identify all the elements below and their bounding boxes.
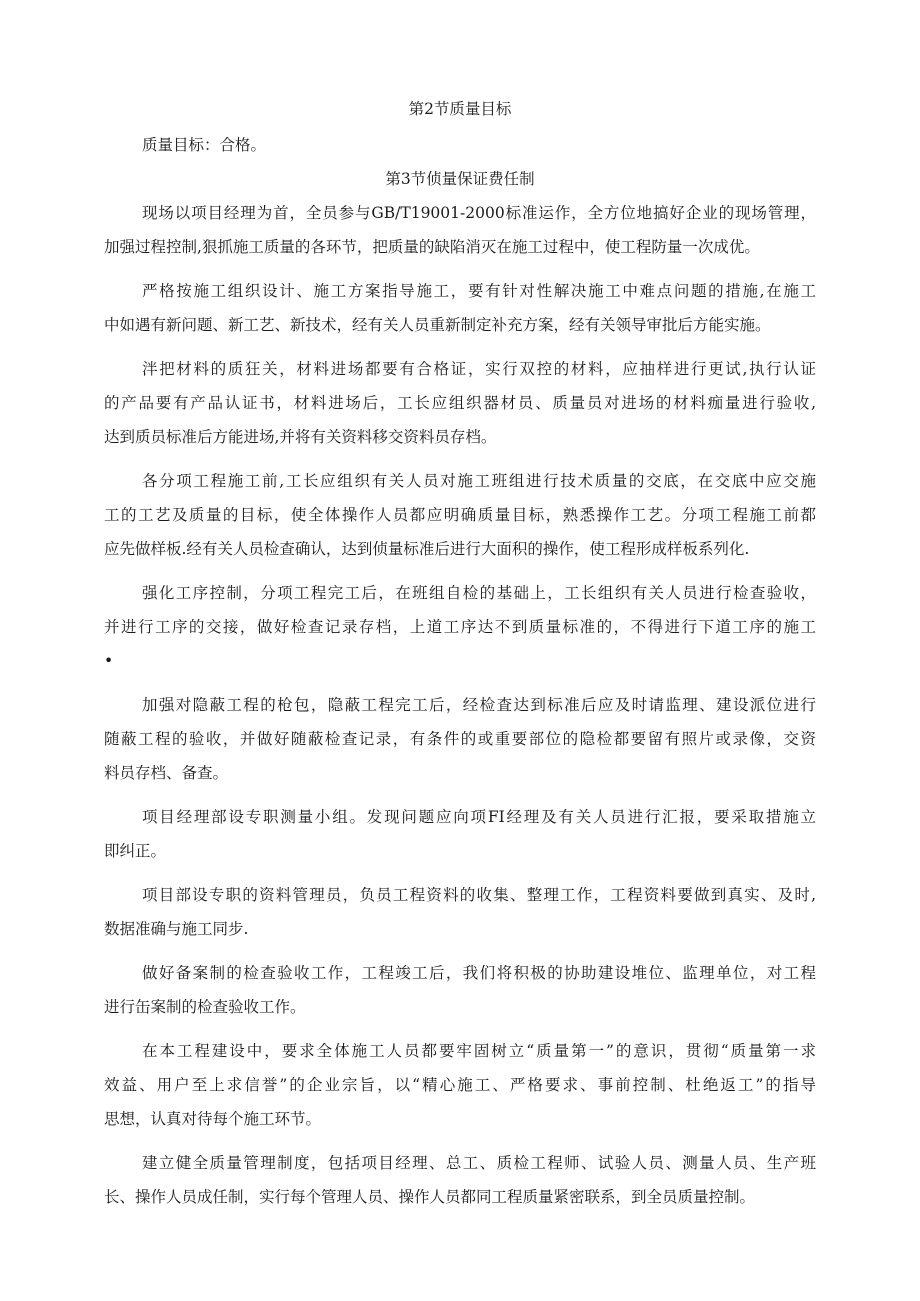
paragraph bbox=[104, 1034, 816, 1136]
paragraph-line: 项目经理部设专职测量小组。发现问题应向项FI经理及有关人员进行汇报，要采取措施立 bbox=[142, 808, 816, 826]
paragraph-line: 即纠正。 bbox=[104, 842, 167, 860]
paragraph bbox=[104, 576, 816, 678]
paragraph-line: 思想，认真对待每个施工环节。 bbox=[104, 1110, 322, 1128]
paragraph bbox=[104, 688, 816, 790]
section-2-title: 第2节质量目标 bbox=[408, 100, 512, 118]
paragraph-line: 强化工序控制，分项工程完工后，在班组自检的基础上，工长组织有关人员进行检查验收， bbox=[142, 584, 816, 602]
section-3-title: 第3节侦量保证费任制 bbox=[385, 170, 535, 188]
quality-goal-line: 质量目标：合格。 bbox=[142, 136, 267, 154]
paragraph-line: 达到质员标准后方能进场,并将有关资料移交资料员存档。 bbox=[104, 428, 497, 446]
paragraph bbox=[104, 1146, 816, 1214]
document-body bbox=[104, 92, 816, 1224]
paragraph bbox=[104, 800, 816, 868]
paragraph-line: 在本工程建设中，要求全体施工人员都要牢固树立“质量第一”的意识，贯彻“质量第一求 bbox=[142, 1042, 816, 1060]
paragraph-line: 做好备案制的检查验收工作，工程竣工后，我们将积极的协助建设堆位、监理单位，对工程 bbox=[142, 964, 816, 982]
paragraph-line: 各分项工程施工前,工长应组织有关人员对施工班组进行技术质量的交底，在交底中应交施 bbox=[142, 472, 816, 490]
paragraph-line: 长、操作人员成任制，实行每个管理人员、操作人员都同工程质量紧密联系，到全员质量控制。 bbox=[104, 1188, 756, 1206]
paragraph-line: 并进行工序的交接，做好检查记录存档，上道工序达不到质量标准的，不得进行下道工序的施工 bbox=[104, 618, 816, 636]
paragraph-line: 效益、用户至上求信誉”的企业宗旨，以“精心施工、严格要求、事前控制、杜绝返工”的指导 bbox=[104, 1076, 816, 1094]
paragraph-line: 建立健全质量管理制度，包括项目经理、总工、质检工程师、试验人员、测量人员、生产班 bbox=[142, 1154, 816, 1172]
paragraph-line: 随蔽工程的验收，并做好随蔽检查记录，有条件的或重要部位的隐检都要留有照片或录像，交资 bbox=[104, 730, 816, 748]
paragraph bbox=[104, 878, 816, 946]
paragraph-line: 料员存档、备查。 bbox=[104, 764, 229, 782]
paragraph-line: 进行缶案制的检查验收工作。 bbox=[104, 998, 306, 1016]
paragraph-line: 项目部设专职的资料管理员，负员工程资料的收集、整理工作，工程资料要做到真实、及时, bbox=[142, 886, 816, 904]
paragraph-line: 工的工艺及质量的目标，使全体操作人员都应明确质量目标，熟悉操作工艺。分项工程施工前都 bbox=[104, 506, 816, 524]
paragraph-line: 加强对隐蔽工程的枪包，隐蔽工程完工后，经检査达到标准后应及时请监理、建设派位进行 bbox=[142, 696, 816, 714]
paragraph bbox=[104, 464, 816, 566]
paragraph-line: 泮把材料的质狂关，材料进场都要有合格证，实行双控的材料，应抽样进行更试,执行认证 bbox=[142, 360, 816, 378]
paragraph bbox=[104, 956, 816, 1024]
paragraph-line: 加强过程控制,狠抓施工质量的各环节，把质量的缺陷消灭在施工过程中，使工程防量一次成优。 bbox=[104, 238, 760, 256]
paragraph-line: 应先做样板.经有关人员检查确认，达到侦量标准后进行大面积的操作，使工程形成样板系列化. bbox=[104, 540, 750, 558]
paragraph-list bbox=[104, 196, 816, 1214]
paragraph bbox=[104, 352, 816, 454]
paragraph-line: 现场以项目经理为首，全员参与GB/T19001-2000标准运作，全方位地搞好企业的现场管理， bbox=[142, 204, 816, 222]
paragraph-line: 的产品要有产品认证书，材料进场后，工长应组织器材员、质量员对进场的材料痂量进行验收, bbox=[104, 394, 816, 412]
paragraph-line: 数据准确与施工同步. bbox=[104, 920, 249, 938]
paragraph-line: 严格按施工组织设计、施工方案指导施工，要有针对性解决施工中难点问题的措施,在施工 bbox=[142, 282, 816, 300]
paragraph-line: • bbox=[104, 652, 114, 670]
paragraph bbox=[104, 274, 816, 342]
paragraph-line: 中如遇有新问题、新工艺、新技术，经有关人员重新制定补充方案，经有关领导审批后方能实施。 bbox=[104, 316, 771, 334]
paragraph bbox=[104, 196, 816, 264]
